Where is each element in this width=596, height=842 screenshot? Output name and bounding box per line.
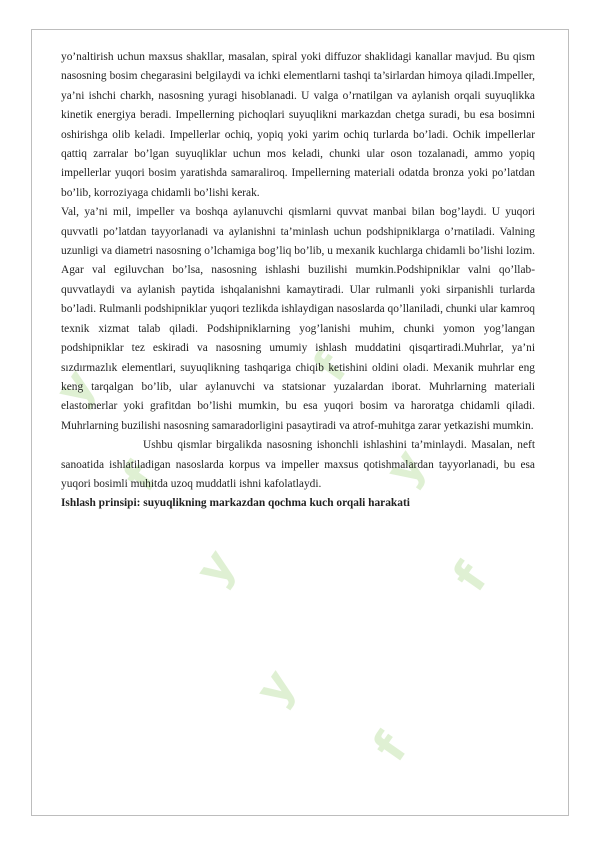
paragraph-impeller: yo’naltirish uchun maxsus shakllar, masalan, spiral yoki diffuzor shaklidagi kanallar mavjud. Bu qism nasosning bosim chegarasini belgilaydi va ichki elementlarni tashqi ta’sirlardan himoya qiladi.Impeller, ya’ni ishchi charkh, nasosning yuragi hisoblanadi. U valga o’rnatilgan va aylanish orqali suyuqlikka kinetik energiya beradi. Impellerning pichoqlari suyuqlikni markazdan chetga suradi, bu esa bosimni oshirishga olib keladi. Impellerlar ochiq, yopiq yoki yarim ochiq turlarda bo’ladi. Ochik impellerlar qattiq zarralar bo’lgan suyuqliklar uchun mos keladi, chunki ular oson tozalanadi, ammo yopiq impellerlar yuqori bosim yaratishda samaraliroq. Impellerning materiali odatda bronza yoki po’latdan bo’lib, korroziyaga chidamli bo’lishi kerak.	[61, 51, 535, 199]
document-body	[61, 48, 535, 514]
watermark-logo: y f y f y f y f	[44, 343, 498, 771]
section-heading: Ishlash prinsipi: suyuqlikning markazdan qochma kuch orqali harakati	[61, 497, 410, 510]
paragraph-val-podshipnik-muhr: Val, ya’ni mil, impeller va boshqa aylanuvchi qismlarni quvvat manbai bilan bog’laydi. U yuqori quvvatli po’latdan tayyorlanadi va aylanishni ta’minlash uchun podshipniklarga o’rnatiladi. Valning uzunligi va diametri nasosning o’lchamiga bog’liq bo’lib, u mexanik kuchlarga chidamli bo’lishi lozim. Agar val egiluvchan bo’lsa, nasosning ishlashi buzilishi mumkin.Podshipniklar valni qo’llab-quvvatlaydi va aylanish paytida ishqalanishni kamaytiradi. Ular rulmanli yoki sirpanishli turlarda bo’ladi. Rulmanli podshipniklar yuqori tezlikda ishlaydigan nasoslarda qo’llaniladi, chunki ular kamroq texnik xizmat talab qiladi. Podshipniklarning yog’lanishi muhim, chunki yomon yog’langan podshipniklar tez eskiradi va nasosning umumiy ishlash muddatini qisqartiradi.Muhrlar, ya’ni sızdırmazlık elementlari, suyuqlikning tashqariga chiqib ketishini oldini oladi. Mexanik muhrlar eng keng tarqalgan bo’lib, ular aylanuvchi va statsionar yuzalardan iborat. Muhrlarning materiali elastomerlar yoki grafitdan bo’lishi mumkin, bu esa yuqori bosim va haroratga chidamli qiladi. Muhrlarning buzilishi nasosning samaradorligini pasaytiradi va atrof-muhitga zarar yetkazishi mumkin.	[61, 206, 535, 432]
paragraph-summary: Ushbu qismlar birgalikda nasosning ishonchli ishlashini ta’minlaydi. Masalan, neft sanoatida ishlatiladigan nasoslarda korpus va impeller maxsus qotishmalardan tayyorlanadi, bu esa yuqori bosimli muhitda uzoq muddatli ishni kafolatlaydi.	[61, 439, 535, 490]
